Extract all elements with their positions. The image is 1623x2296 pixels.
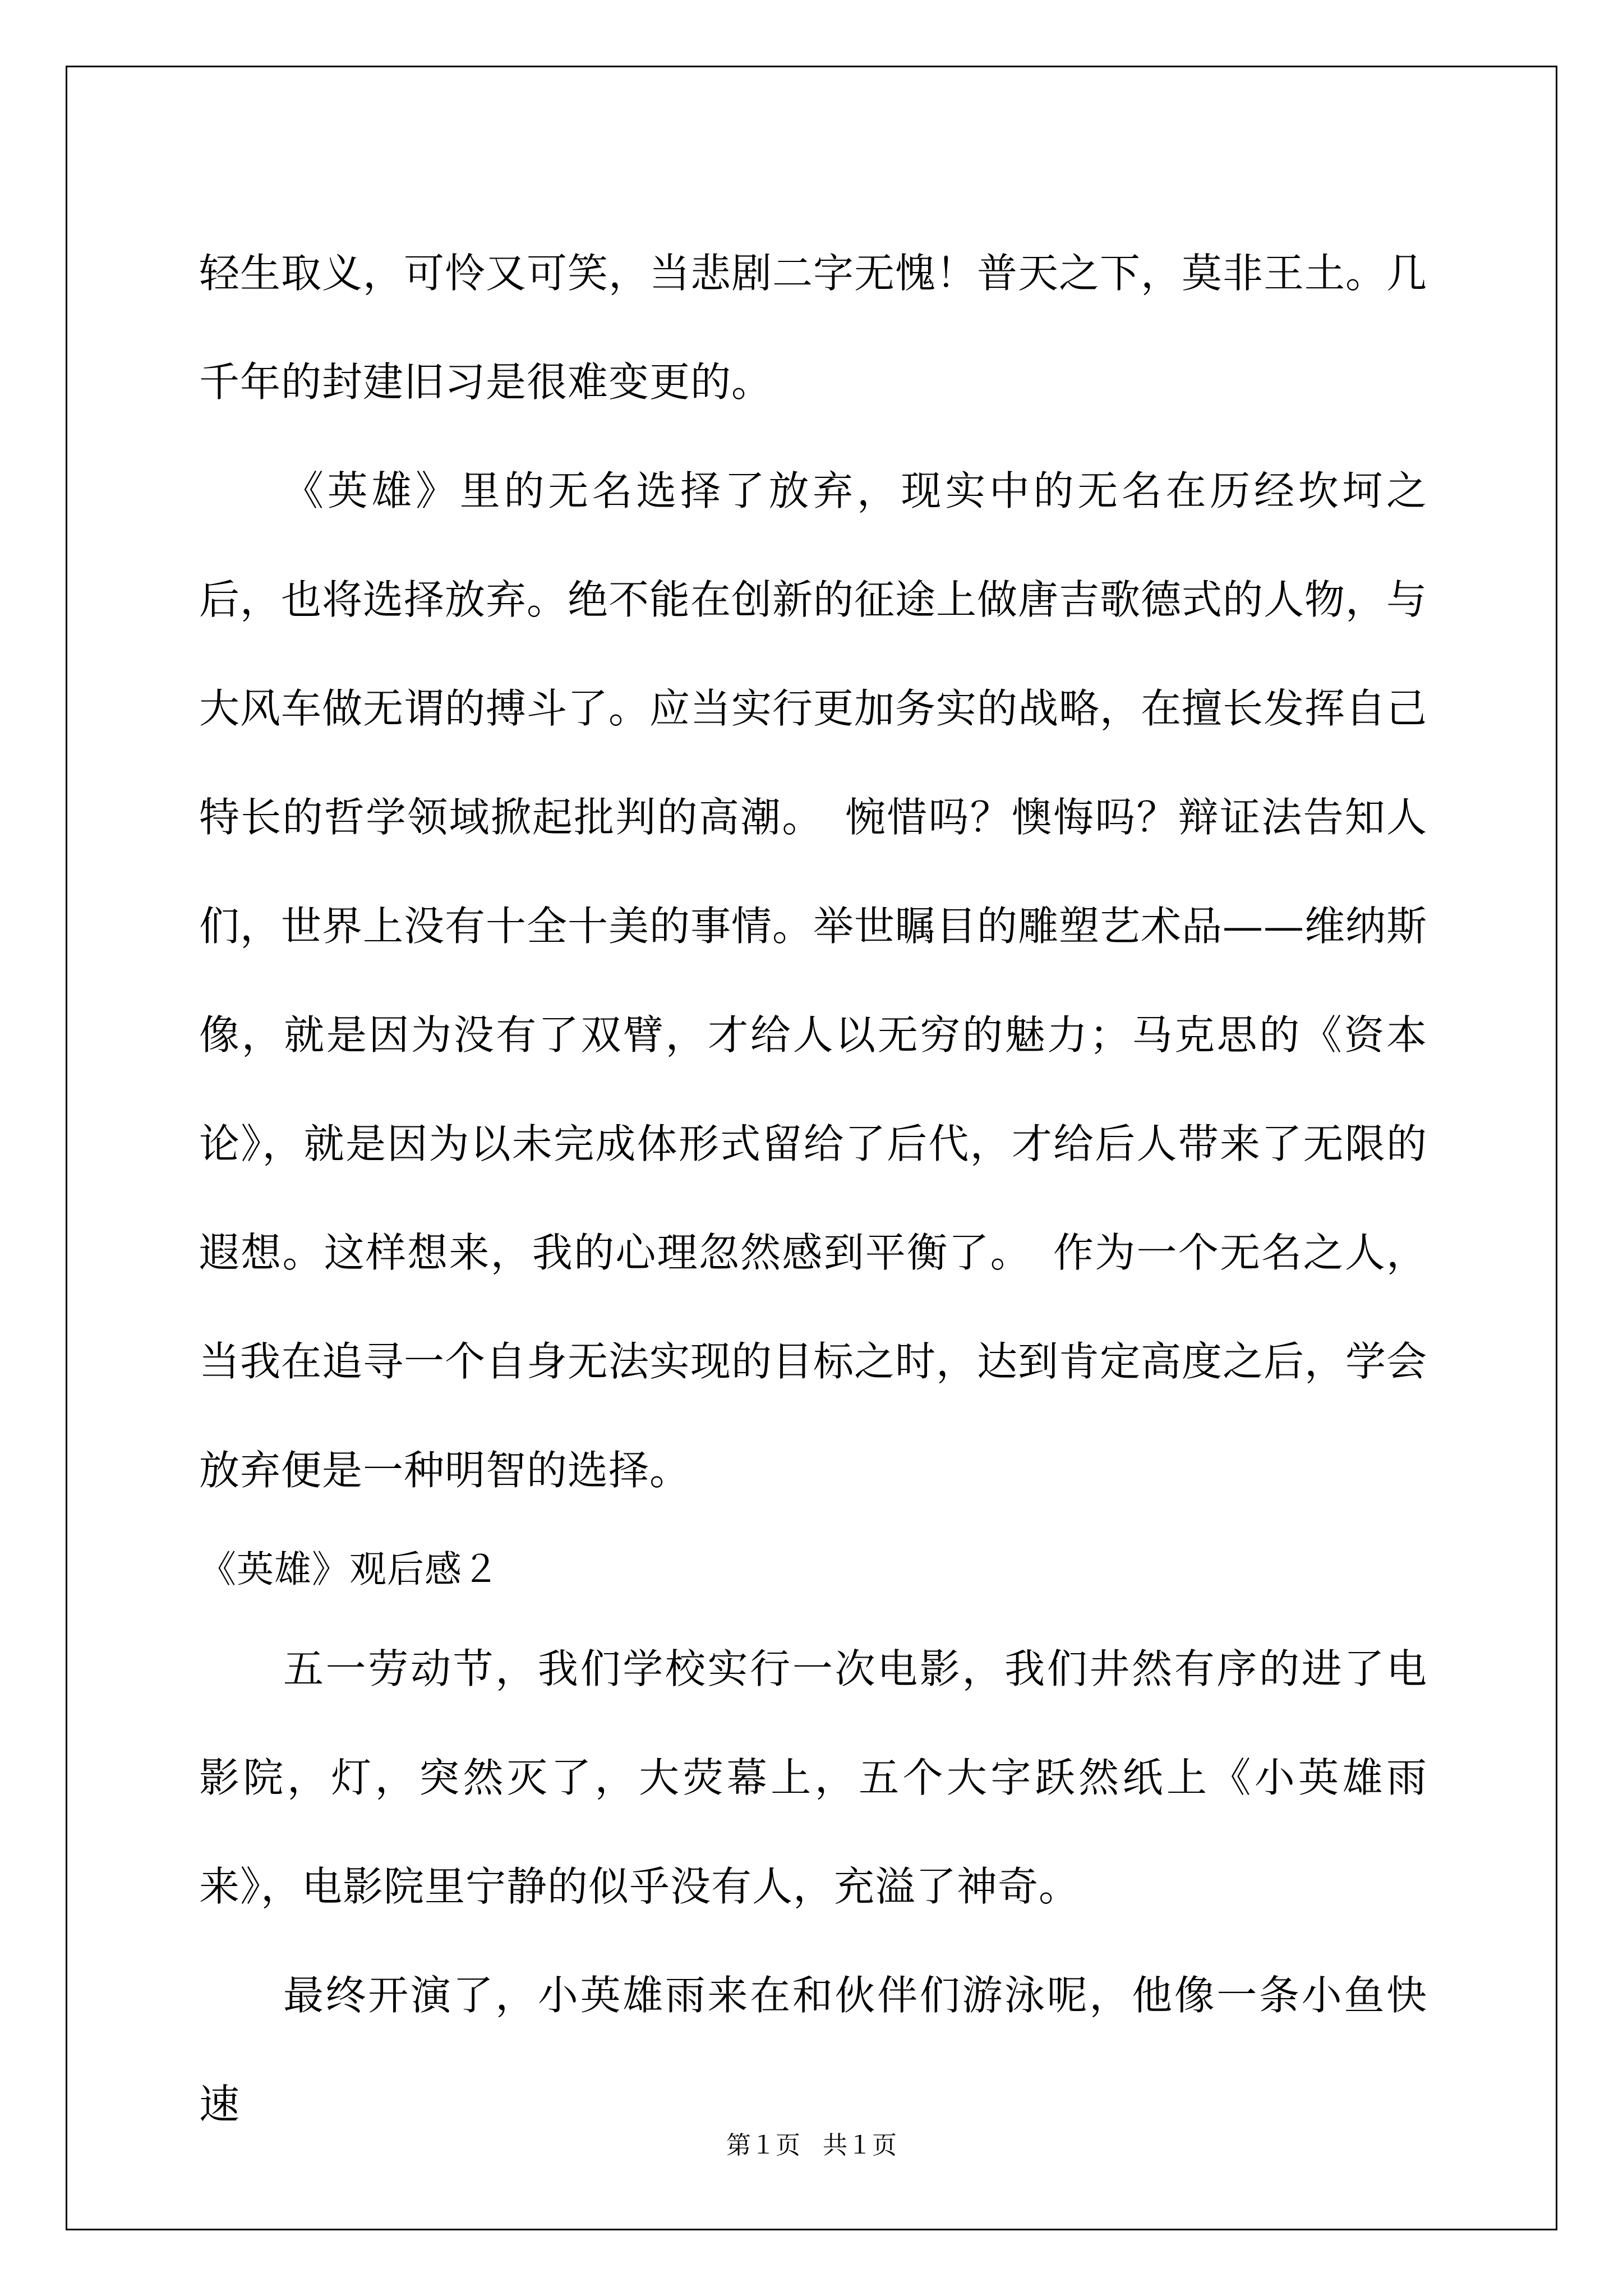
paragraph-4: 最终开演了，小英雄雨来在和伙伴们游泳呢，他像一条小鱼快速	[199, 1972, 1427, 2128]
page-total: 共１页	[823, 2131, 897, 2160]
page-footer	[0, 2129, 1623, 2162]
page-number: 第１页	[726, 2131, 800, 2160]
paragraph-1: 轻生取义，可怜又可笑，当悲剧二字无愧！普天之下，莫非王土。几千年的封建旧习是很难变更的。	[199, 250, 1428, 406]
paragraph-3: 五一劳动节，我们学校实行一次电影，我们井然有序的进了电影院，灯，突然灭了，大荧幕上，五个大字跃然纸上《小英雄雨来》，电影院里宁静的似乎没有人，充溢了神奇。	[199, 1645, 1427, 1910]
document-body	[199, 219, 1427, 2159]
section-heading: 《英雄》观后感２	[199, 1548, 500, 1591]
paragraph-2: 《英雄》里的无名选择了放弃，现实中的无名在历经坎坷之后，也将选择放弃。绝不能在创新的征途上做唐吉歌德式的人物，与大风车做无谓的搏斗了。应当实行更加务实的战略，在擅长发挥自己特长的哲学领域掀起批判的高潮。 惋惜吗？懊悔吗？辩证法告知人们，世界上没有十全十美的事情。举世瞩目的雕塑艺术品——维纳斯像，就是因为没有了双臂，才给人以无穷的魅力；马克思的《资本论》，就是因为以未完成体形式留给了后代，才给后人带来了无限的遐想。这样想来，我的心理忽然感到平衡了。 作为一个无名之人，当我在追寻一个自身无法实现的目标之时，达到肯定高度之后，学会放弃便是一种明智的选择。	[199, 467, 1428, 1494]
